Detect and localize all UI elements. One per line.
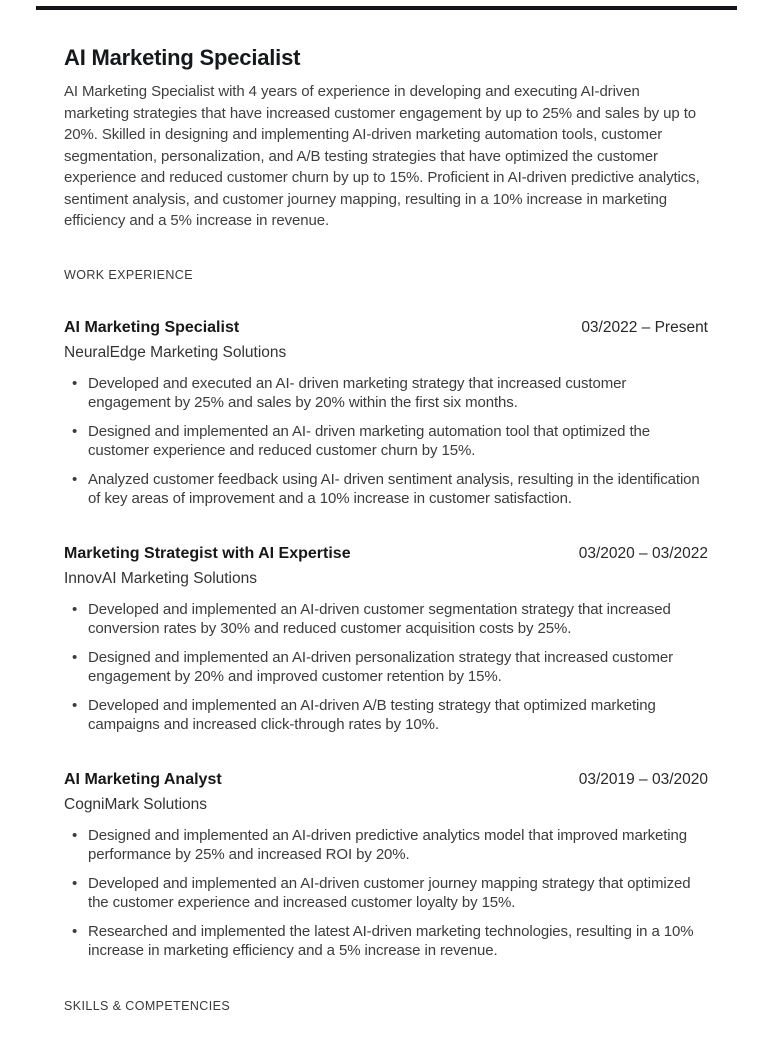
job-company: NeuralEdge Marketing Solutions (64, 343, 287, 361)
job-dates: 03/2022 – Present (581, 318, 708, 336)
bullet-list (64, 374, 708, 509)
job-title: AI Marketing Specialist (64, 318, 240, 336)
job-dates: 03/2020 – 03/2022 (578, 544, 708, 562)
bullet-item: • Developed and implemented an AI-driven customer journey mapping strategy that optimized the customer experience and increased customer loyalty by 15%. (64, 874, 708, 913)
bullet-item: • Designed and implemented an AI-driven personalization strategy that increased customer engagement by 20% and improved customer retention by 15%. (64, 648, 708, 687)
job-header (64, 318, 708, 338)
bullet-item: • Developed and implemented an AI-driven customer segmentation strategy that increased conversion rates by 30% and reduced customer acquisition costs by 25%. (64, 600, 708, 639)
page-title: AI Marketing Specialist (64, 45, 301, 70)
job-dates: 03/2019 – 03/2020 (578, 770, 708, 788)
job-company: InnovAI Marketing Solutions (64, 569, 257, 587)
job-entry (64, 318, 708, 509)
job-title: Marketing Strategist with AI Expertise (64, 544, 351, 562)
bullet-item: • Researched and implemented the latest AI-driven marketing technologies, resulting in a 10% increase in marketing efficiency and a 5% increase in revenue. (64, 922, 708, 961)
bullet-item: • Designed and implemented an AI-driven predictive analytics model that improved marketing performance by 25% and increased ROI by 20%. (64, 826, 708, 865)
job-company: CogniMark Solutions (64, 795, 208, 813)
bullet-item: • Developed and executed an AI- driven marketing strategy that increased customer engagement by 25% and sales by 20% within the first six months. (64, 374, 708, 413)
top-accent-bar (36, 6, 737, 10)
job-title: AI Marketing Analyst (64, 770, 222, 788)
job-header (64, 544, 708, 564)
job-entry (64, 770, 708, 961)
bullet-list (64, 600, 708, 735)
bullet-item: • Designed and implemented an AI- driven marketing automation tool that optimized the customer experience and reduced customer churn by 15%. (64, 422, 708, 461)
job-entry (64, 544, 708, 735)
job-header (64, 770, 708, 790)
section-label-work-experience: WORK EXPERIENCE (64, 267, 193, 282)
bullet-list (64, 826, 708, 961)
summary-text: AI Marketing Specialist with 4 years of experience in developing and executing AI-driven marketing strategies that have increased customer engagement by up to 25% and sales by up to 20%. Skilled in designing and implementing AI-driven marketing automation tools, customer segmentation, personalization, and A/B testing strategies that have optimized the customer experience and reduced customer churn by up to 15%. Proficient in AI-driven predictive analytics, sentiment analysis, and customer journey mapping, resulting in a 10% increase in marketing efficiency and a 5% increase in revenue. (64, 83, 700, 229)
bullet-item: • Developed and implemented an AI-driven A/B testing strategy that optimized marketing campaigns and increased click-through rates by 10%. (64, 696, 708, 735)
bullet-item: • Analyzed customer feedback using AI- driven sentiment analysis, resulting in the identification of key areas of improvement and a 10% increase in customer satisfaction. (64, 470, 708, 509)
section-label-skills: SKILLS & COMPETENCIES (64, 999, 231, 1013)
